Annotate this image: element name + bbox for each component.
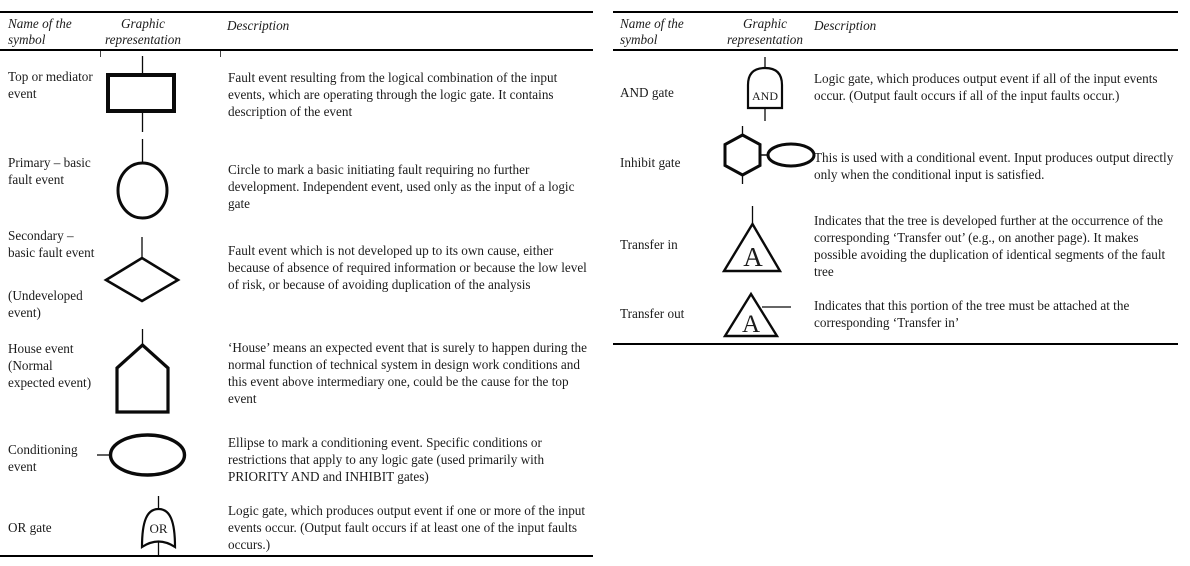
symbol-name: House event (Normal expected event) <box>8 341 92 390</box>
symbol-description: Indicates that the tree is developed further at the occurrence of the corresponding ‘Transfer out’ (e.g., on another page). It makes possible avoiding the duplication of identical segments of the fault tree <box>814 213 1166 279</box>
column-header-description: Description <box>814 18 877 33</box>
symbol-name-note: (Undeveloped event) <box>8 288 83 320</box>
left-table-symbol-layer <box>0 0 593 566</box>
transfer-in-label: A <box>743 242 763 272</box>
transfer-out-label: A <box>741 311 761 338</box>
and-gate-label: AND <box>752 89 778 103</box>
symbol-name: Conditioning event <box>8 442 78 474</box>
undeveloped-event-diamond-symbol <box>106 237 178 301</box>
symbol-name: Secondary – basic fault event <box>8 228 95 260</box>
table-bottom-border <box>0 555 593 557</box>
symbol-name: Primary – basic fault event <box>8 155 91 187</box>
symbol-description: Ellipse to mark a conditioning event. Specific conditions or restrictions that apply to any logic gate (used primarily with PRIORITY AND and INHIBIT gates) <box>228 435 545 484</box>
column-header-graphic: Graphic representation <box>727 16 803 47</box>
or-gate-label: OR <box>149 521 168 536</box>
symbol-table-left <box>0 0 593 566</box>
symbol-name: Transfer out <box>620 306 685 321</box>
column-header-name: Name of the symbol <box>620 16 684 47</box>
symbol-name: OR gate <box>8 520 52 535</box>
or-gate-symbol <box>142 496 175 557</box>
symbol-name: Transfer in <box>620 237 678 252</box>
symbol-description: ‘House’ means an expected event that is surely to happen during the normal function of technical system in design work conditions and this event above intermediary one, could be the cause for the top event <box>228 340 587 406</box>
right-table-symbol-layer <box>613 0 1179 566</box>
inhibit-gate-symbol <box>725 126 814 184</box>
symbol-description: Indicates that this portion of the tree must be attached at the corresponding ‘Transfer in’ <box>814 298 1130 330</box>
symbol-description: Circle to mark a basic initiating fault requiring no further development. Independent event, used only as the input of a logic gate <box>228 162 575 211</box>
conditioning-event-ellipse-symbol <box>97 435 185 475</box>
symbol-description: Fault event resulting from the logical combination of the input events, which are operating through the logic gate. It contains description of the event <box>228 70 558 119</box>
column-header-graphic: Graphic representation <box>105 16 181 47</box>
symbol-name: Inhibit gate <box>620 155 681 170</box>
transfer-in-symbol <box>724 206 780 272</box>
symbol-description: This is used with a conditional event. Input produces output directly only when the conditional input is satisfied. <box>814 150 1174 182</box>
symbol-description: Logic gate, which produces output event if one or more of the input events occur. (Output fault occurs if at least one of the input faults occurs.) <box>228 503 586 552</box>
symbol-description: Logic gate, which produces output event if all of the input events occur. (Output fault occurs if all of the input faults occur.) <box>814 71 1158 103</box>
column-header-name: Name of the symbol <box>8 16 72 47</box>
symbol-name: Top or mediator event <box>8 69 93 101</box>
symbol-name: AND gate <box>620 85 674 100</box>
column-header-description: Description <box>227 18 290 33</box>
symbol-description: Fault event which is not developed up to its own cause, either because of absence of required information or because the low level of risk, or because of avoiding duplication of the analysis <box>228 243 587 292</box>
transfer-out-symbol <box>725 294 791 338</box>
and-gate-symbol <box>748 57 782 121</box>
top-or-mediator-event-symbol <box>108 56 174 132</box>
table-bottom-border <box>613 343 1178 345</box>
house-event-symbol <box>117 329 168 412</box>
basic-event-circle-symbol <box>118 139 167 218</box>
symbol-table-right <box>613 0 1179 566</box>
